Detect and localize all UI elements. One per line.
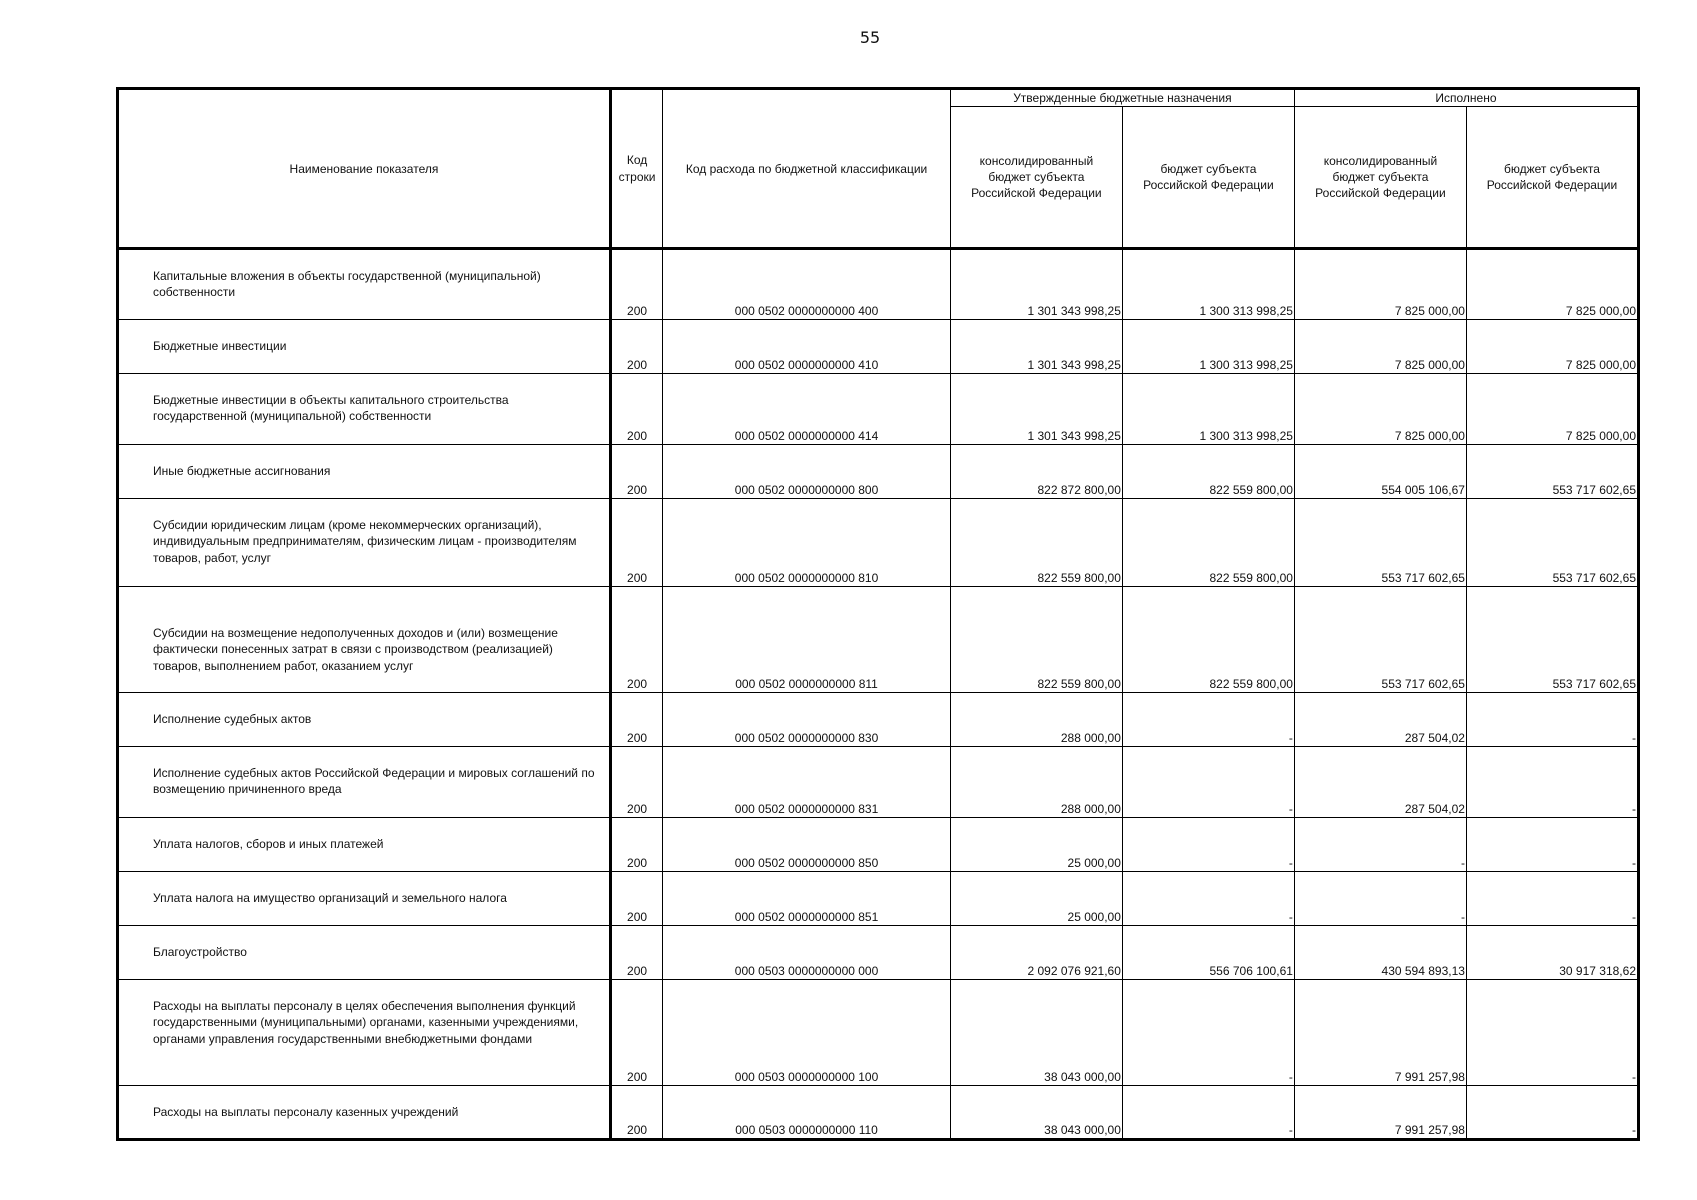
- row-approved-subject: 822 559 800,00: [1122, 445, 1294, 499]
- row-approved-consolidated: 1 301 343 998,25: [950, 320, 1122, 374]
- row-approved-subject: -: [1122, 818, 1294, 872]
- header-executed-consolidated: консолидированный бюджет субъекта Российской Федерации: [1294, 107, 1466, 249]
- row-executed-consolidated: 553 717 602,65: [1294, 499, 1466, 587]
- row-kbk: 000 0502 0000000000 400: [663, 249, 951, 320]
- row-code: 200: [610, 818, 662, 872]
- row-executed-consolidated: 430 594 893,13: [1294, 926, 1466, 980]
- row-executed-subject: 30 917 318,62: [1466, 926, 1638, 980]
- row-executed-subject: -: [1466, 980, 1638, 1086]
- row-approved-subject: -: [1122, 693, 1294, 747]
- row-code: 200: [610, 747, 662, 818]
- row-executed-consolidated: 7 825 000,00: [1294, 249, 1466, 320]
- row-approved-consolidated: 822 559 800,00: [950, 587, 1122, 693]
- row-executed-subject: -: [1466, 872, 1638, 926]
- row-code: 200: [610, 445, 662, 499]
- page-number: 55: [859, 28, 881, 47]
- row-kbk: 000 0502 0000000000 850: [663, 818, 951, 872]
- row-name: Исполнение судебных актов Российской Федерации и мировых соглашений по возмещению причиненного вреда: [118, 747, 611, 818]
- table-row: [118, 587, 1639, 693]
- header-executed-subject: бюджет субъекта Российской Федерации: [1466, 107, 1638, 249]
- row-executed-consolidated: 7 991 257,98: [1294, 980, 1466, 1086]
- row-name: Бюджетные инвестиции: [118, 320, 611, 374]
- row-approved-subject: 1 300 313 998,25: [1122, 374, 1294, 445]
- row-name: Субсидии юридическим лицам (кроме некоммерческих организаций), индивидуальным предпринимателям, физическим лицам - производителям товаров, работ, услуг: [118, 499, 611, 587]
- row-executed-consolidated: -: [1294, 872, 1466, 926]
- row-name: Субсидии на возмещение недополученных доходов и (или) возмещение фактически понесенных затрат в связи с производством (реализацией) товаров, выполнением работ, оказанием услуг: [118, 587, 611, 693]
- header-name: Наименование показателя: [118, 89, 611, 249]
- row-executed-subject: 7 825 000,00: [1466, 374, 1638, 445]
- row-executed-consolidated: 553 717 602,65: [1294, 587, 1466, 693]
- row-approved-subject: -: [1122, 980, 1294, 1086]
- row-approved-consolidated: 1 301 343 998,25: [950, 374, 1122, 445]
- table-body: [118, 249, 1639, 1140]
- row-executed-subject: 553 717 602,65: [1466, 499, 1638, 587]
- row-kbk: 000 0502 0000000000 831: [663, 747, 951, 818]
- row-kbk: 000 0503 0000000000 000: [663, 926, 951, 980]
- row-name: Уплата налога на имущество организаций и земельного налога: [118, 872, 611, 926]
- row-kbk: 000 0502 0000000000 414: [663, 374, 951, 445]
- header-row-code: Код строки: [610, 89, 662, 249]
- row-approved-consolidated: 822 872 800,00: [950, 445, 1122, 499]
- row-code: 200: [610, 249, 662, 320]
- row-executed-consolidated: -: [1294, 818, 1466, 872]
- row-kbk: 000 0503 0000000000 110: [663, 1086, 951, 1140]
- row-executed-consolidated: 287 504,02: [1294, 747, 1466, 818]
- row-executed-subject: 7 825 000,00: [1466, 320, 1638, 374]
- table-row: [118, 445, 1639, 499]
- row-code: 200: [610, 872, 662, 926]
- row-approved-subject: 556 706 100,61: [1122, 926, 1294, 980]
- row-executed-consolidated: 7 991 257,98: [1294, 1086, 1466, 1140]
- row-name: Исполнение судебных актов: [118, 693, 611, 747]
- row-name: Бюджетные инвестиции в объекты капитального строительства государственной (муниципальной) собственности: [118, 374, 611, 445]
- row-code: 200: [610, 926, 662, 980]
- row-approved-consolidated: 1 301 343 998,25: [950, 249, 1122, 320]
- row-approved-consolidated: 38 043 000,00: [950, 980, 1122, 1086]
- row-executed-consolidated: 287 504,02: [1294, 693, 1466, 747]
- row-executed-consolidated: 554 005 106,67: [1294, 445, 1466, 499]
- row-kbk: 000 0502 0000000000 810: [663, 499, 951, 587]
- row-code: 200: [610, 980, 662, 1086]
- row-approved-consolidated: 288 000,00: [950, 693, 1122, 747]
- row-kbk: 000 0502 0000000000 410: [663, 320, 951, 374]
- table-row: [118, 872, 1639, 926]
- header-approved-group: Утвержденные бюджетные назначения: [950, 89, 1294, 107]
- row-name: Благоустройство: [118, 926, 611, 980]
- row-approved-consolidated: 38 043 000,00: [950, 1086, 1122, 1140]
- row-executed-subject: 553 717 602,65: [1466, 587, 1638, 693]
- header-approved-consolidated: консолидированный бюджет субъекта Российской Федерации: [950, 107, 1122, 249]
- row-code: 200: [610, 320, 662, 374]
- row-approved-consolidated: 822 559 800,00: [950, 499, 1122, 587]
- row-kbk: 000 0503 0000000000 100: [663, 980, 951, 1086]
- table-row: [118, 747, 1639, 818]
- row-approved-subject: 822 559 800,00: [1122, 587, 1294, 693]
- table-row: [118, 818, 1639, 872]
- table-row: [118, 249, 1639, 320]
- row-approved-subject: 822 559 800,00: [1122, 499, 1294, 587]
- row-kbk: 000 0502 0000000000 830: [663, 693, 951, 747]
- row-code: 200: [610, 1086, 662, 1140]
- budget-table: [116, 87, 1640, 1141]
- row-kbk: 000 0502 0000000000 800: [663, 445, 951, 499]
- row-code: 200: [610, 693, 662, 747]
- table-row: [118, 499, 1639, 587]
- table-row: [118, 980, 1639, 1086]
- row-code: 200: [610, 499, 662, 587]
- header-executed-group: Исполнено: [1294, 89, 1638, 107]
- row-approved-consolidated: 25 000,00: [950, 872, 1122, 926]
- row-approved-consolidated: 288 000,00: [950, 747, 1122, 818]
- row-name: Уплата налогов, сборов и иных платежей: [118, 818, 611, 872]
- row-executed-consolidated: 7 825 000,00: [1294, 374, 1466, 445]
- table-row: [118, 693, 1639, 747]
- row-approved-subject: -: [1122, 747, 1294, 818]
- row-approved-consolidated: 2 092 076 921,60: [950, 926, 1122, 980]
- header-expense-code: Код расхода по бюджетной классификации: [663, 89, 951, 249]
- row-name: Иные бюджетные ассигнования: [118, 445, 611, 499]
- table-header: [118, 89, 1639, 249]
- row-kbk: 000 0502 0000000000 811: [663, 587, 951, 693]
- row-name: Капитальные вложения в объекты государственной (муниципальной) собственности: [118, 249, 611, 320]
- header-approved-subject: бюджет субъекта Российской Федерации: [1122, 107, 1294, 249]
- row-code: 200: [610, 587, 662, 693]
- row-approved-subject: 1 300 313 998,25: [1122, 320, 1294, 374]
- row-approved-subject: 1 300 313 998,25: [1122, 249, 1294, 320]
- table-row: [118, 926, 1639, 980]
- row-executed-subject: 7 825 000,00: [1466, 249, 1638, 320]
- row-approved-subject: -: [1122, 1086, 1294, 1140]
- row-executed-consolidated: 7 825 000,00: [1294, 320, 1466, 374]
- row-executed-subject: -: [1466, 818, 1638, 872]
- row-kbk: 000 0502 0000000000 851: [663, 872, 951, 926]
- row-approved-subject: -: [1122, 872, 1294, 926]
- table-row: [118, 320, 1639, 374]
- row-executed-subject: -: [1466, 1086, 1638, 1140]
- row-executed-subject: 553 717 602,65: [1466, 445, 1638, 499]
- table-row: [118, 1086, 1639, 1140]
- row-approved-consolidated: 25 000,00: [950, 818, 1122, 872]
- row-name: Расходы на выплаты персоналу казенных учреждений: [118, 1086, 611, 1140]
- row-executed-subject: -: [1466, 747, 1638, 818]
- table-row: [118, 374, 1639, 445]
- row-name: Расходы на выплаты персоналу в целях обеспечения выполнения функций государственными (муниципальными) органами, казенными учреждениями, органами управления государственными внебюджетными фондами: [118, 980, 611, 1086]
- row-code: 200: [610, 374, 662, 445]
- row-executed-subject: -: [1466, 693, 1638, 747]
